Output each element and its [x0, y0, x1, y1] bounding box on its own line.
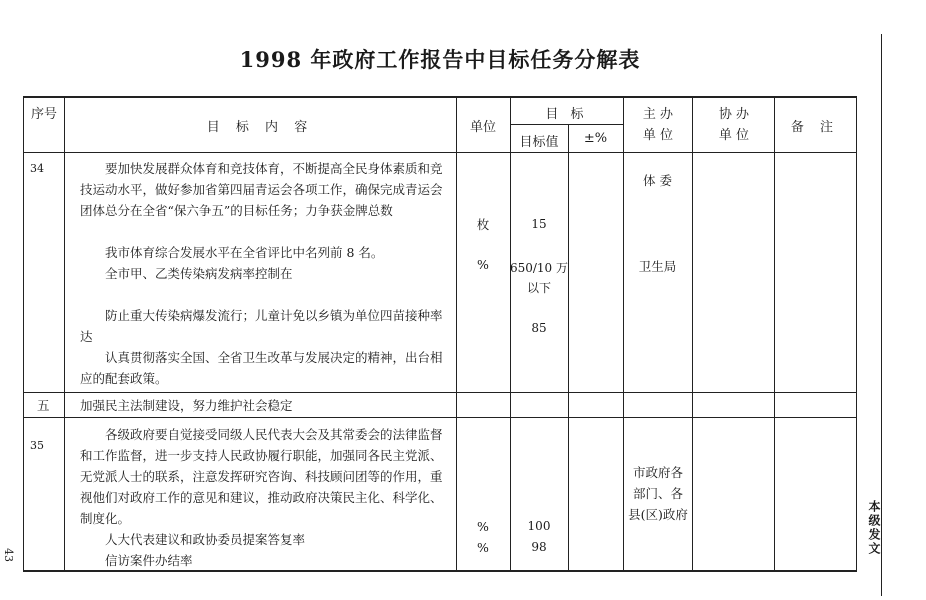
row-34-host-2: 卫生局	[638, 259, 677, 274]
header-target: 目 标	[545, 107, 588, 122]
side-label: 本级发文	[867, 500, 881, 556]
header-content: 目 标 内 容	[206, 120, 314, 135]
page-number: 43	[2, 548, 15, 562]
col-divider-tolerance	[623, 96, 624, 572]
row-34-unit-1: 枚	[476, 217, 490, 232]
row-34-text-2: 我市体育综合发展水平在全省评比中名列前 8 名。	[105, 245, 384, 260]
header-assist: 协 办 单 位	[718, 107, 750, 143]
header-bottom-border	[23, 152, 857, 153]
row-35-value-1: 100	[527, 519, 551, 533]
row-35-unit-2: %	[477, 540, 489, 555]
header-tolerance: ±%	[583, 131, 608, 146]
row-34-text-5: 认真贯彻落实全国、全省卫生改革与发展决定的精神，出台相应的配套政策。	[80, 350, 443, 386]
row-35-text-2: 人大代表建议和政协委员提案答复率	[105, 532, 306, 547]
header-target-value: 目标值	[519, 135, 559, 150]
col-divider-host	[692, 96, 693, 572]
row-35-unit-1: %	[477, 519, 489, 534]
row-divider-5	[23, 417, 857, 418]
table-title: 1998 年政府工作报告中目标任务分解表	[239, 47, 641, 72]
row-35-text-3: 信访案件办结率	[105, 553, 193, 568]
row-divider-34	[23, 392, 857, 393]
row-34-value-1: 15	[531, 217, 547, 231]
header-host: 主 办 单 位	[642, 107, 674, 143]
row-34-unit-2: %	[477, 257, 489, 272]
row-5-content: 加强民主法制建设，努力维护社会稳定	[80, 398, 293, 413]
table-top-border	[23, 96, 857, 98]
row-34-value-3: 85	[531, 321, 547, 335]
row-34-text-3: 全市甲、乙类传染病发病率控制在	[105, 266, 293, 281]
row-35-text-1: 各级政府要自觉接受同级人民代表大会及其常委会的法律监督和工作监督，进一步支持人民政协履行职能，加强同各民主党派、无党派人士的联系，注意发挥研究咨询、科技顾问团等的作用，重视他们对政府工作的意见和建议，推动政府决策民主化、科学化、制度化。	[80, 427, 443, 526]
row-35-host: 市政府各部门、各县(区)政府	[628, 465, 688, 522]
table-left-border	[23, 96, 24, 572]
row-34-text-1: 要加快发展群众体育和竞技体育，不断提高全民身体素质和竞技运动水平，做好参加省第四届青运会各项工作，确保完成青运会团体总分在全省“保六争五”的目标任务；力争获金牌总数	[80, 161, 443, 218]
col-divider-content	[456, 96, 457, 572]
header-subdivider	[510, 124, 623, 125]
table-right-border	[856, 96, 857, 572]
header-unit: 单位	[469, 120, 496, 135]
row-34-seq: 34	[30, 162, 44, 175]
row-34-host-1: 体 委	[643, 173, 672, 188]
row-5-seq: 五	[37, 398, 50, 413]
row-34-text-4: 防止重大传染病爆发流行；儿童计免以乡镇为单位四苗接种率达	[80, 308, 443, 344]
header-remarks: 备 注	[790, 120, 840, 135]
col-divider-assist	[774, 96, 775, 572]
col-divider-seq	[64, 96, 65, 572]
row-35-value-2: 98	[531, 540, 547, 554]
header-seq: 序号	[30, 107, 57, 122]
col-divider-value	[568, 124, 569, 572]
row-35-seq: 35	[30, 439, 44, 452]
row-34-value-2: 650/10 万以下	[509, 261, 569, 295]
